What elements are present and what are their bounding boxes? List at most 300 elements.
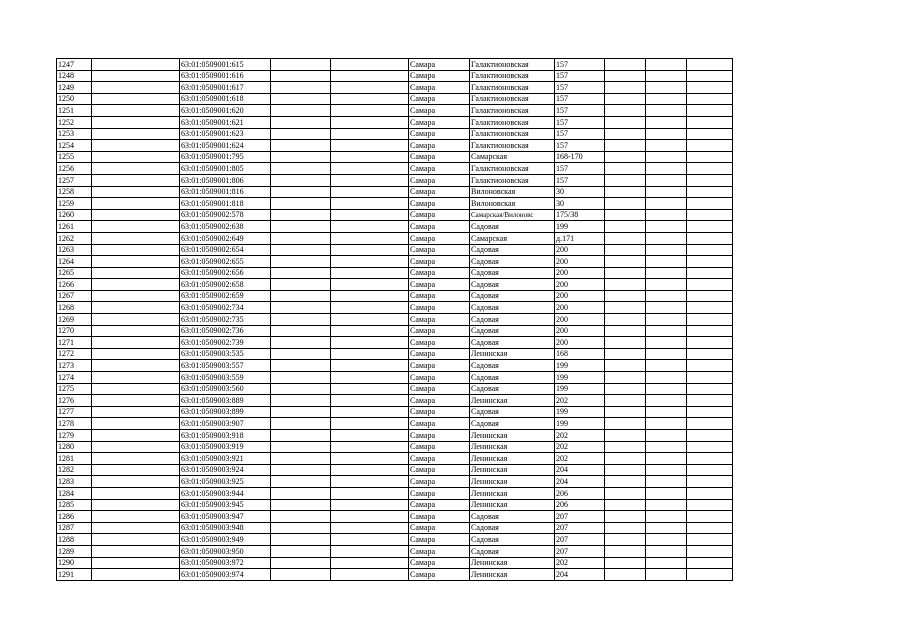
empty-cell: [646, 209, 687, 221]
table-row: [57, 360, 733, 372]
empty-cell: [92, 534, 180, 546]
empty-cell: [605, 59, 646, 71]
city-cell: Самара: [409, 279, 470, 291]
empty-cell: [271, 545, 331, 557]
empty-cell: [687, 476, 733, 488]
cadastral-number-cell: 63:01:0509002:656: [180, 267, 271, 279]
table-row: [57, 59, 733, 71]
table-row: [57, 314, 733, 326]
empty-cell: [605, 395, 646, 407]
row-number-cell: 1258: [57, 186, 92, 198]
table-row: [57, 70, 733, 82]
house-number-cell: 30: [555, 198, 605, 210]
empty-cell: [687, 545, 733, 557]
empty-cell: [271, 314, 331, 326]
row-number-cell: 1252: [57, 116, 92, 128]
street-cell: Ленинская: [470, 499, 555, 511]
empty-cell: [331, 186, 409, 198]
empty-cell: [271, 302, 331, 314]
city-cell: Самара: [409, 464, 470, 476]
table-row: [57, 325, 733, 337]
cadastral-number-cell: 63:01:0509003:921: [180, 453, 271, 465]
city-cell: Самара: [409, 383, 470, 395]
house-number-cell: 168: [555, 348, 605, 360]
street-cell: Галактионовская: [470, 140, 555, 152]
empty-cell: [646, 302, 687, 314]
house-number-cell: 200: [555, 290, 605, 302]
city-cell: Самара: [409, 256, 470, 268]
empty-cell: [605, 441, 646, 453]
empty-cell: [271, 534, 331, 546]
street-cell: Садовая: [470, 314, 555, 326]
empty-cell: [331, 325, 409, 337]
empty-cell: [271, 464, 331, 476]
empty-cell: [331, 348, 409, 360]
empty-cell: [605, 453, 646, 465]
cadastral-number-cell: 63:01:0509003:947: [180, 511, 271, 523]
empty-cell: [646, 569, 687, 581]
empty-cell: [687, 487, 733, 499]
empty-cell: [687, 569, 733, 581]
empty-cell: [646, 406, 687, 418]
empty-cell: [646, 487, 687, 499]
empty-cell: [687, 221, 733, 233]
empty-cell: [331, 232, 409, 244]
house-number-cell: 157: [555, 163, 605, 175]
row-number-cell: 1268: [57, 302, 92, 314]
empty-cell: [92, 360, 180, 372]
empty-cell: [92, 267, 180, 279]
empty-cell: [687, 418, 733, 430]
house-number-cell: 199: [555, 406, 605, 418]
street-cell: Галактионовская: [470, 105, 555, 117]
house-number-cell: 200: [555, 256, 605, 268]
empty-cell: [605, 70, 646, 82]
table-row: [57, 267, 733, 279]
house-number-cell: 157: [555, 70, 605, 82]
empty-cell: [687, 174, 733, 186]
empty-cell: [687, 464, 733, 476]
table-row: [57, 221, 733, 233]
empty-cell: [687, 372, 733, 384]
table-row: [57, 430, 733, 442]
empty-cell: [687, 244, 733, 256]
city-cell: Самара: [409, 221, 470, 233]
city-cell: Самара: [409, 82, 470, 94]
empty-cell: [646, 418, 687, 430]
empty-cell: [687, 360, 733, 372]
empty-cell: [605, 418, 646, 430]
row-number-cell: 1276: [57, 395, 92, 407]
empty-cell: [646, 337, 687, 349]
empty-cell: [331, 302, 409, 314]
empty-cell: [271, 128, 331, 140]
empty-cell: [687, 256, 733, 268]
city-cell: Самара: [409, 511, 470, 523]
empty-cell: [92, 430, 180, 442]
empty-cell: [331, 314, 409, 326]
cadastral-number-cell: 63:01:0509001:616: [180, 70, 271, 82]
empty-cell: [271, 360, 331, 372]
empty-cell: [331, 116, 409, 128]
empty-cell: [646, 557, 687, 569]
street-cell: Садовая: [470, 221, 555, 233]
empty-cell: [331, 209, 409, 221]
empty-cell: [605, 487, 646, 499]
street-cell: Вилоновская: [470, 186, 555, 198]
cadastral-number-cell: 63:01:0509003:944: [180, 487, 271, 499]
empty-cell: [92, 256, 180, 268]
empty-cell: [331, 174, 409, 186]
empty-cell: [92, 569, 180, 581]
empty-cell: [92, 232, 180, 244]
empty-cell: [605, 406, 646, 418]
house-number-cell: 157: [555, 116, 605, 128]
empty-cell: [646, 174, 687, 186]
empty-cell: [271, 499, 331, 511]
table-row: [57, 186, 733, 198]
cadastral-number-cell: 63:01:0509001:618: [180, 93, 271, 105]
row-number-cell: 1273: [57, 360, 92, 372]
empty-cell: [271, 70, 331, 82]
empty-cell: [605, 244, 646, 256]
table-row: [57, 557, 733, 569]
empty-cell: [605, 464, 646, 476]
street-cell: Ленинская: [470, 453, 555, 465]
street-cell: Садовая: [470, 383, 555, 395]
empty-cell: [646, 453, 687, 465]
house-number-cell: 204: [555, 476, 605, 488]
row-number-cell: 1282: [57, 464, 92, 476]
empty-cell: [646, 348, 687, 360]
empty-cell: [271, 406, 331, 418]
street-cell: Садовая: [470, 256, 555, 268]
empty-cell: [331, 93, 409, 105]
city-cell: Самара: [409, 325, 470, 337]
cadastral-number-cell: 63:01:0509002:654: [180, 244, 271, 256]
empty-cell: [271, 140, 331, 152]
city-cell: Самара: [409, 302, 470, 314]
empty-cell: [271, 337, 331, 349]
cadastral-number-cell: 63:01:0509003:945: [180, 499, 271, 511]
cadastral-number-cell: 63:01:0509003:950: [180, 545, 271, 557]
empty-cell: [271, 105, 331, 117]
empty-cell: [646, 372, 687, 384]
cadastral-number-cell: 63:01:0509003:948: [180, 522, 271, 534]
empty-cell: [646, 383, 687, 395]
empty-cell: [331, 279, 409, 291]
city-cell: Самара: [409, 569, 470, 581]
empty-cell: [605, 209, 646, 221]
street-cell: Ленинская: [470, 487, 555, 499]
house-number-cell: 168-170: [555, 151, 605, 163]
empty-cell: [271, 395, 331, 407]
empty-cell: [605, 557, 646, 569]
table-row: [57, 279, 733, 291]
street-cell: Садовая: [470, 418, 555, 430]
cadastral-number-cell: 63:01:0509001:615: [180, 59, 271, 71]
row-number-cell: 1277: [57, 406, 92, 418]
cadastral-number-cell: 63:01:0509001:617: [180, 82, 271, 94]
city-cell: Самара: [409, 476, 470, 488]
street-cell: Галактионовская: [470, 59, 555, 71]
table-row: [57, 511, 733, 523]
row-number-cell: 1290: [57, 557, 92, 569]
empty-cell: [92, 453, 180, 465]
house-number-cell: 157: [555, 174, 605, 186]
empty-cell: [687, 395, 733, 407]
empty-cell: [687, 116, 733, 128]
table-row: [57, 348, 733, 360]
empty-cell: [605, 151, 646, 163]
city-cell: Самара: [409, 360, 470, 372]
city-cell: Самара: [409, 418, 470, 430]
row-number-cell: 1271: [57, 337, 92, 349]
cadastral-number-cell: 63:01:0509001:620: [180, 105, 271, 117]
table-row: [57, 116, 733, 128]
house-number-cell: 202: [555, 441, 605, 453]
house-number-cell: 206: [555, 487, 605, 499]
house-number-cell: 207: [555, 545, 605, 557]
empty-cell: [605, 348, 646, 360]
empty-cell: [271, 116, 331, 128]
empty-cell: [646, 93, 687, 105]
empty-cell: [331, 140, 409, 152]
city-cell: Самара: [409, 441, 470, 453]
empty-cell: [605, 314, 646, 326]
empty-cell: [92, 59, 180, 71]
empty-cell: [605, 128, 646, 140]
empty-cell: [331, 360, 409, 372]
empty-cell: [687, 93, 733, 105]
house-number-cell: 30: [555, 186, 605, 198]
empty-cell: [687, 453, 733, 465]
cadastral-number-cell: 63:01:0509001:621: [180, 116, 271, 128]
empty-cell: [271, 244, 331, 256]
empty-cell: [331, 244, 409, 256]
empty-cell: [92, 70, 180, 82]
empty-cell: [92, 314, 180, 326]
city-cell: Самара: [409, 198, 470, 210]
row-number-cell: 1253: [57, 128, 92, 140]
empty-cell: [605, 163, 646, 175]
empty-cell: [605, 174, 646, 186]
row-number-cell: 1287: [57, 522, 92, 534]
city-cell: Самара: [409, 140, 470, 152]
empty-cell: [271, 569, 331, 581]
city-cell: Самара: [409, 499, 470, 511]
street-cell: Ленинская: [470, 430, 555, 442]
empty-cell: [687, 59, 733, 71]
row-number-cell: 1267: [57, 290, 92, 302]
cadastral-number-cell: 63:01:0509003:949: [180, 534, 271, 546]
empty-cell: [687, 186, 733, 198]
row-number-cell: 1284: [57, 487, 92, 499]
cadastral-number-cell: 63:01:0509003:918: [180, 430, 271, 442]
empty-cell: [331, 128, 409, 140]
cadastral-number-cell: 63:01:0509002:578: [180, 209, 271, 221]
city-cell: Самара: [409, 174, 470, 186]
cadastral-number-cell: 63:01:0509002:655: [180, 256, 271, 268]
empty-cell: [271, 522, 331, 534]
cadastral-number-cell: 63:01:0509003:559: [180, 372, 271, 384]
row-number-cell: 1257: [57, 174, 92, 186]
empty-cell: [92, 151, 180, 163]
street-cell: Садовая: [470, 372, 555, 384]
house-number-cell: 199: [555, 360, 605, 372]
street-cell: Галактионовская: [470, 163, 555, 175]
empty-cell: [92, 348, 180, 360]
cadastral-number-cell: 63:01:0509003:535: [180, 348, 271, 360]
empty-cell: [646, 82, 687, 94]
empty-cell: [646, 534, 687, 546]
empty-cell: [92, 511, 180, 523]
city-cell: Самара: [409, 116, 470, 128]
empty-cell: [92, 163, 180, 175]
row-number-cell: 1262: [57, 232, 92, 244]
empty-cell: [687, 232, 733, 244]
city-cell: Самара: [409, 395, 470, 407]
empty-cell: [687, 511, 733, 523]
empty-cell: [687, 151, 733, 163]
cadastral-number-cell: 63:01:0509002:739: [180, 337, 271, 349]
empty-cell: [646, 290, 687, 302]
empty-cell: [271, 476, 331, 488]
empty-cell: [331, 105, 409, 117]
cadastral-number-cell: 63:01:0509003:919: [180, 441, 271, 453]
street-cell: Садовая: [470, 511, 555, 523]
empty-cell: [646, 325, 687, 337]
empty-cell: [271, 186, 331, 198]
house-number-cell: 206: [555, 499, 605, 511]
table-row: [57, 499, 733, 511]
street-cell: Садовая: [470, 325, 555, 337]
empty-cell: [331, 487, 409, 499]
city-cell: Самара: [409, 522, 470, 534]
row-number-cell: 1249: [57, 82, 92, 94]
empty-cell: [271, 418, 331, 430]
empty-cell: [92, 395, 180, 407]
city-cell: Самара: [409, 128, 470, 140]
row-number-cell: 1275: [57, 383, 92, 395]
empty-cell: [92, 128, 180, 140]
empty-cell: [92, 406, 180, 418]
table-row: [57, 174, 733, 186]
street-cell: Садовая: [470, 267, 555, 279]
empty-cell: [92, 209, 180, 221]
street-cell: Ленинская: [470, 557, 555, 569]
empty-cell: [605, 499, 646, 511]
empty-cell: [605, 290, 646, 302]
empty-cell: [271, 82, 331, 94]
row-number-cell: 1281: [57, 453, 92, 465]
empty-cell: [646, 70, 687, 82]
city-cell: Самара: [409, 453, 470, 465]
city-cell: Самара: [409, 372, 470, 384]
empty-cell: [605, 93, 646, 105]
empty-cell: [331, 430, 409, 442]
row-number-cell: 1261: [57, 221, 92, 233]
city-cell: Самара: [409, 93, 470, 105]
empty-cell: [687, 522, 733, 534]
row-number-cell: 1274: [57, 372, 92, 384]
table-row: [57, 163, 733, 175]
empty-cell: [646, 360, 687, 372]
empty-cell: [271, 267, 331, 279]
empty-cell: [687, 140, 733, 152]
row-number-cell: 1250: [57, 93, 92, 105]
table-row: [57, 198, 733, 210]
empty-cell: [331, 418, 409, 430]
empty-cell: [271, 557, 331, 569]
empty-cell: [92, 337, 180, 349]
empty-cell: [331, 395, 409, 407]
table-row: [57, 522, 733, 534]
house-number-cell: 200: [555, 279, 605, 291]
house-number-cell: 207: [555, 511, 605, 523]
empty-cell: [331, 511, 409, 523]
empty-cell: [646, 476, 687, 488]
house-number-cell: 200: [555, 325, 605, 337]
house-number-cell: 199: [555, 383, 605, 395]
house-number-cell: 202: [555, 557, 605, 569]
cadastral-number-cell: 63:01:0509002:638: [180, 221, 271, 233]
city-cell: Самара: [409, 557, 470, 569]
house-number-cell: 157: [555, 82, 605, 94]
table-row: [57, 406, 733, 418]
table-row: [57, 151, 733, 163]
empty-cell: [605, 140, 646, 152]
empty-cell: [687, 325, 733, 337]
street-cell: Садовая: [470, 545, 555, 557]
table-row: [57, 418, 733, 430]
empty-cell: [605, 325, 646, 337]
row-number-cell: 1291: [57, 569, 92, 581]
house-number-cell: 207: [555, 534, 605, 546]
street-cell: Садовая: [470, 406, 555, 418]
row-number-cell: 1247: [57, 59, 92, 71]
empty-cell: [331, 59, 409, 71]
empty-cell: [687, 209, 733, 221]
empty-cell: [687, 70, 733, 82]
empty-cell: [605, 360, 646, 372]
row-number-cell: 1248: [57, 70, 92, 82]
empty-cell: [605, 337, 646, 349]
row-number-cell: 1266: [57, 279, 92, 291]
cadastral-number-cell: 63:01:0509003:972: [180, 557, 271, 569]
empty-cell: [331, 522, 409, 534]
empty-cell: [331, 163, 409, 175]
empty-cell: [331, 70, 409, 82]
empty-cell: [271, 232, 331, 244]
table-row: [57, 464, 733, 476]
empty-cell: [331, 151, 409, 163]
cadastral-number-cell: 63:01:0509002:734: [180, 302, 271, 314]
empty-cell: [331, 198, 409, 210]
cadastral-number-cell: 63:01:0509003:907: [180, 418, 271, 430]
empty-cell: [92, 82, 180, 94]
empty-cell: [605, 511, 646, 523]
table-row: [57, 476, 733, 488]
table-row: [57, 545, 733, 557]
empty-cell: [646, 267, 687, 279]
empty-cell: [92, 140, 180, 152]
street-cell: Ленинская: [470, 569, 555, 581]
empty-cell: [687, 337, 733, 349]
empty-cell: [271, 325, 331, 337]
row-number-cell: 1256: [57, 163, 92, 175]
city-cell: Самара: [409, 209, 470, 221]
